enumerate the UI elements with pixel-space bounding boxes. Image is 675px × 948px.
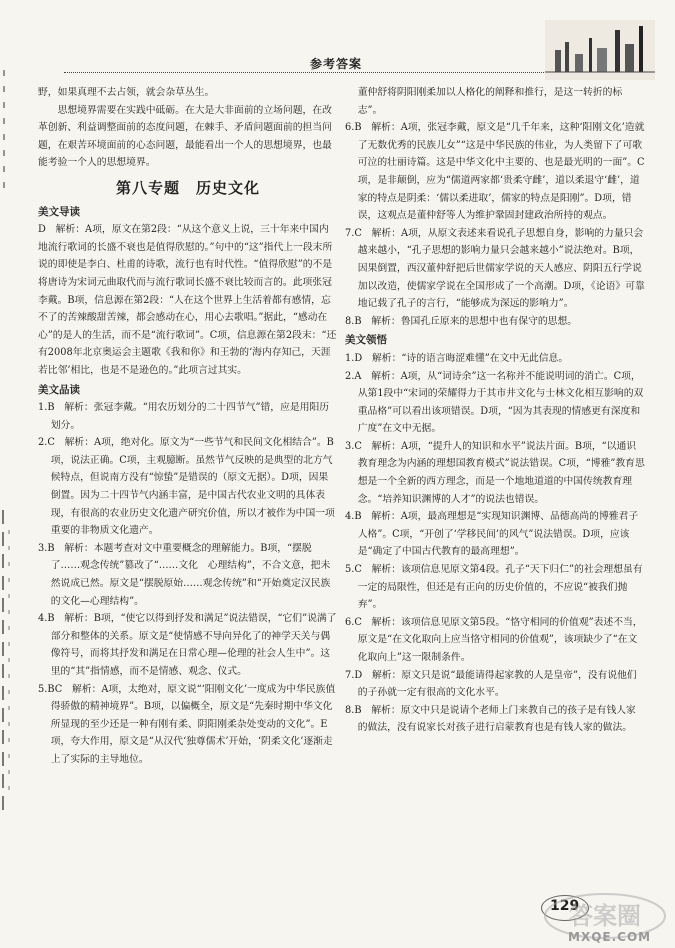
section-title-pindu: 美文品读 <box>38 383 80 396</box>
answer-item: 6.C 解析：该项信息见原文第5段。“恪守相同的价值观”表述不当，原文是“在文化取向上应当恪守相同的价值观”，该项缺少了“在文化取向上”这一限制条件。 <box>345 616 643 663</box>
corner-skyline-illustration <box>545 20 655 80</box>
page-number: 129 <box>550 898 580 914</box>
answer-item: 3.C 解析：A项，“提升人的知识和水平”说法片面。B项，“以通识教育理念为内涵的理想国教育模式”说法错误。C项，“博雅”教育思想是一个全新的西方理念，而是一个地地道道的中国传统教育理念。“培养知识渊博的人才”的说法也错误。 <box>345 440 645 505</box>
answer-item: 4.B 解析：B项，“使它以得到抒发和满足”说法错误，“它们”说满了部分和整体的关系。原文是“使情感不导向异化了的神学天关与偶像符号，而将其抒发和满足在日常心理—伦理的社会人生中”。这里的“其”指情感，而不是情感、观念、仪式。 <box>38 613 337 677</box>
binding-edge-marks-lower <box>0 510 14 810</box>
answer-item: D 解析：A项，原文在第2段：“从这个意义上说，三十年来中国内地流行歌词的长盛不衰也是值得欣慰的。”句中的“这”指代上一段末所说的即使是李白、杜甫的诗歌，流行也有时代性。“值得欣慰”的不是将唐诗为宋词元曲取代而与流行歌词长盛不衰比较而言的。此项张冠李戴。B项，信息源在第2段：“人在这个世界上生活着都有感情，忘不了的苦辣酸甜苦辣，都会感动在心，用心去歌唱。”据此，“感动在心”的是人的生活，而不是“流行歌词”。C项，信息源在第2段末：“还有2008年北京奥运会主题歌《我和你》和王勃的‘海内存知己，天涯若比邻’相比，也是不是逊色的。”此项言过其实。 <box>38 224 337 376</box>
answer-item: 5.BC 解析：A项，太绝对，原文说“‘阳刚文化’一度成为中华民族值得骄傲的精神境界”。B项，以偏概全，原文是“先秦时期中华文化所显现的至少还是一种有刚有柔、阴阳刚柔杂处变动的文化”。E项，夸大作用，原文是“从汉代‘独尊儒术’开始，‘阴柔文化’逐渐走上了实际的主导地位。 <box>38 683 336 765</box>
answer-item: 2.C 解析：A项，绝对化。原文为“一些节气和民间文化相结合”。B项，说法正确。C项，主观臆断。虽然节气反映的是典型的北方气候特点，但说南方没有“惊蛰”是错误的（原文无据）。D项，因果倒置。因为二十四节气内涵丰富，是中国古代农业文明的具体表现，有很高的农业历史文化遗产研究价值，所以才被作为中国一项重要的非物质文化遗产。 <box>38 437 335 537</box>
section-title-daodu: 美文导读 <box>38 205 80 218</box>
watermark-url: MXQE.COM <box>568 930 652 944</box>
left-column <box>38 84 338 769</box>
intro-line: 野，如果真理不去占领，就会杂草丛生。 <box>38 87 215 98</box>
answer-item: 1.D 解析：“诗的语言晦涩难懂”在文中无此信息。 <box>345 352 569 364</box>
answer-item: 4.B 解析：A项，最高理想是“实现知识渊博、品德高尚的博雅君子人格”。C项，“开创了‘学移民间’的风气”说法错误。D项，应该是“确定了中国古代教育的最高理想”。 <box>345 511 639 558</box>
header-title: 参考答案 <box>310 57 363 71</box>
answer-item: 8.B 解析：鲁国孔丘原来的思想中也有保守的思想。 <box>345 315 578 327</box>
section-title-lingwu: 美文领悟 <box>345 334 387 347</box>
intro-paragraph: 思想境界需要在实践中砥砺。在大是大非面前的立场问题，在改革创新、利益调整面前的态度问题，在棘手、矛盾问题面前的担当问题，在艰苦环境面前的心态问题，最能看出一个人的思想境界，也最能考验一个人的思想境界。 <box>38 104 332 169</box>
answer-item: 3.B 解析：本题考查对文中重要概念的理解能力。B项，“摆脱了……观念传统”篡改了“……文化 心理结构”，不合文意，把未然说成已然。原文是“摆脱原始……观念传统”和“开始奠定汉民族的文化—心理结构”。 <box>38 542 331 607</box>
answer-item: 8.B 解析：原文中只是说请个老师上门来教自己的孩子是有钱人家的做法，没有说家长对孩子进行启蒙教育也是有钱人家的做法。 <box>345 704 636 734</box>
answer-item: 1.B 解析：张冠李戴。“用农历划分的二十四节气”错，应是用阳历划分。 <box>38 402 330 431</box>
answer-item-continued: 董仲舒将阴阳刚柔加以人格化的阐释和推行，是这一转折的标志”。 <box>357 87 623 116</box>
right-column <box>345 84 645 737</box>
topic-title: 第八专题 历史文化 <box>115 178 260 197</box>
answer-item: 2.A 解析：A项，从“词诗余”这一名称并不能说明词的消亡。C项，从第1段中“宋词的荣耀得力于其市井文化与士林文化相互影响的双重品格”可以看出该项错误。D项，“因为其表现的情感更有深度和广度”在文中无据。 <box>345 370 644 435</box>
answer-item: 6.B 解析：A项，张冠李戴，原文是“几千年来，这种‘阳刚文化’造就了无数优秀的民族儿女”“这是中华民族的伟业，为人类留下了可歌可泣的壮丽诗篇。这是中华文化中主要的、也是最光明的一面”。C项，是非颠倒，应为“儒道两家都‘贵柔守雌’，道以柔退守‘雌’，道家的特点是阴柔：‘儒以柔进取’，儒家的特点是阳刚”。D项，错误，这观点是董仲舒等人为维护鞏固封建政治所持的观点。 <box>345 122 645 222</box>
answer-item: 7.C 解析：A项，从原文表述来看说孔子思想自身，影响的力量只会越来越小，“孔子思想的影响力量只会越来越小”说法绝对。B项，因果倒置，西汉董仲舒把后世儒家学说的天人感应、阴阳五行学说加以改造，使儒家学说在全国形成了一个高潮。D项，《论语》可靠地记载了孔子的言行，“能够成为深远的影响力”。 <box>345 227 645 310</box>
header-divider <box>64 72 584 73</box>
answer-item: 5.C 解析：该项信息见原文第4段。孔子“天下归仁”的社会理想虽有一定的局限性，但还是有正向的历史价值的，不应说“被我们抛弃”。 <box>345 564 643 611</box>
watermark-logo-text: 答案圈 <box>569 902 641 930</box>
answer-item: 7.D 解析：原文只是说“最能请得起家教的人是皇帝”，没有说他们的子孙就一定有很高的文化水平。 <box>345 669 637 699</box>
binding-edge-marks <box>0 70 14 190</box>
